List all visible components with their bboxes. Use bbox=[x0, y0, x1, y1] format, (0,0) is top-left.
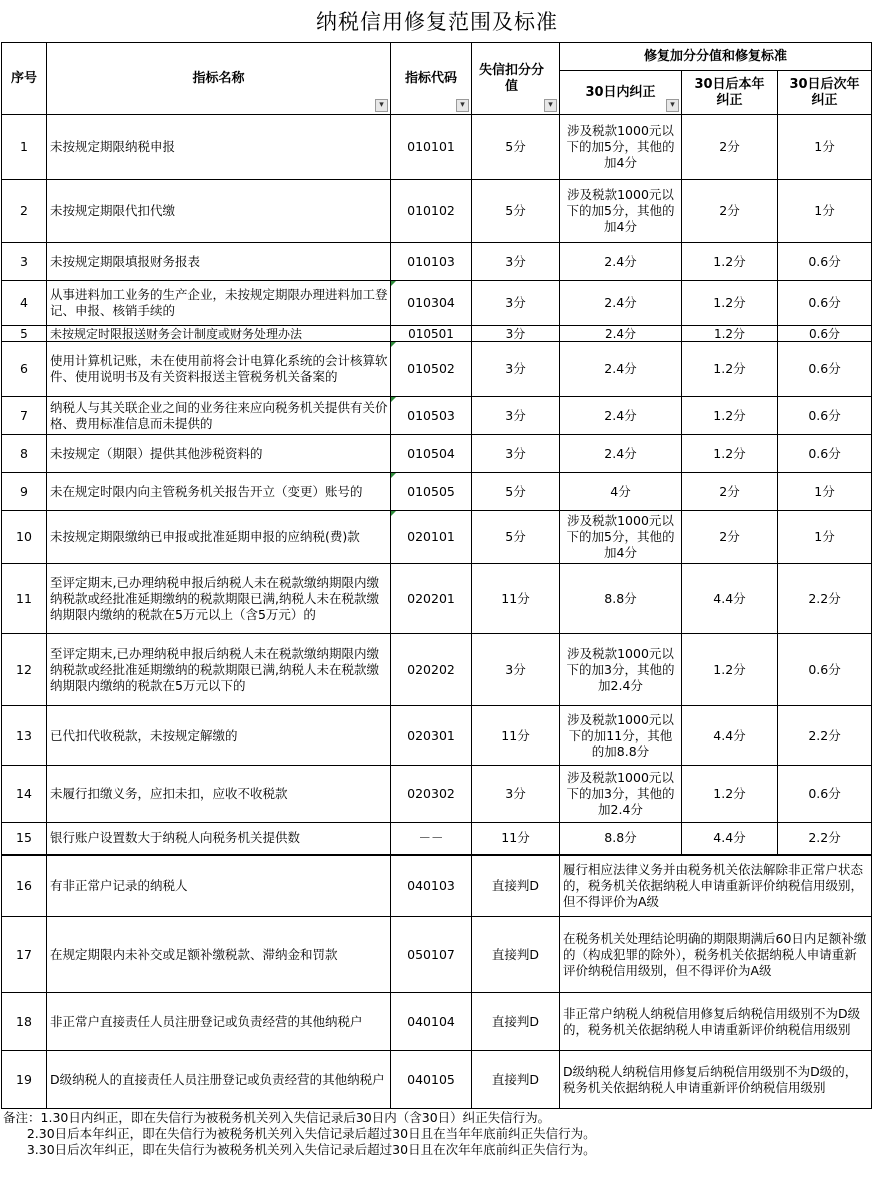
row-after30-year: 2分 bbox=[682, 511, 778, 564]
row-seq: 19 bbox=[2, 1051, 47, 1109]
comment-marker-icon bbox=[391, 397, 396, 402]
row-after30-year: 4.4分 bbox=[682, 823, 778, 855]
row-name: 至评定期末,已办理纳税申报后纳税人未在税款缴纳期限内缴纳税款或经批准延期缴纳的税款期限已满,纳税人未在税款缴纳期限内缴纳的税款在5万元以下的 bbox=[47, 634, 391, 706]
row-deduct: 直接判D bbox=[472, 993, 560, 1051]
row-seq: 14 bbox=[2, 766, 47, 823]
row-code: 010503 bbox=[391, 397, 472, 435]
row-deduct: 5分 bbox=[472, 115, 560, 180]
row-within30: 2.4分 bbox=[560, 397, 682, 435]
row-seq: 13 bbox=[2, 706, 47, 766]
row-within30: 8.8分 bbox=[560, 564, 682, 634]
row-after30-year: 1.2分 bbox=[682, 766, 778, 823]
row-deduct: 3分 bbox=[472, 766, 560, 823]
row-within30: 4分 bbox=[560, 473, 682, 511]
row-after30-year: 4.4分 bbox=[682, 706, 778, 766]
row-name: D级纳税人的直接责任人员注册登记或负责经营的其他纳税户 bbox=[47, 1051, 391, 1109]
row-code: 010101 bbox=[391, 115, 472, 180]
comment-marker-icon bbox=[391, 342, 396, 347]
header-after30-next: 30日后次年纠正 bbox=[778, 71, 872, 115]
row-deduct: 直接判D bbox=[472, 1051, 560, 1109]
row-name: 未按规定期限填报财务报表 bbox=[47, 243, 391, 281]
row-seq: 4 bbox=[2, 281, 47, 326]
row-after30-next: 2.2分 bbox=[778, 706, 872, 766]
table-row bbox=[2, 766, 872, 823]
row-code: 020201 bbox=[391, 564, 472, 634]
row-after30-next: 0.6分 bbox=[778, 281, 872, 326]
row-deduct: 3分 bbox=[472, 243, 560, 281]
row-within30: 涉及税款1000元以下的加3分，其他的加2.4分 bbox=[560, 766, 682, 823]
table-row bbox=[2, 180, 872, 243]
row-within30: 涉及税款1000元以下的加3分，其他的加2.4分 bbox=[560, 634, 682, 706]
row-after30-year: 2分 bbox=[682, 115, 778, 180]
row-code: 020101 bbox=[391, 511, 472, 564]
row-seq: 15 bbox=[2, 823, 47, 855]
row-deduct: 直接判D bbox=[472, 917, 560, 993]
header-within30[interactable]: 30日内纠正 ▾ bbox=[560, 71, 682, 115]
row-code: 040105 bbox=[391, 1051, 472, 1109]
row-name: 未按规定时限报送财务会计制度或财务处理办法 bbox=[47, 326, 391, 342]
table-row bbox=[2, 281, 872, 326]
row-code: 010304 bbox=[391, 281, 472, 326]
row-deduct: 11分 bbox=[472, 564, 560, 634]
row-seq: 8 bbox=[2, 435, 47, 473]
row-name: 未履行扣缴义务，应扣未扣，应收不收税款 bbox=[47, 766, 391, 823]
row-deduct: 3分 bbox=[472, 397, 560, 435]
row-within30: 涉及税款1000元以下的加11分，其他的加8.8分 bbox=[560, 706, 682, 766]
table-row bbox=[2, 243, 872, 281]
row-after30-year: 4.4分 bbox=[682, 564, 778, 634]
row-name: 未按规定期限缴纳已申报或批准延期申报的应纳税(费)款 bbox=[47, 511, 391, 564]
row-seq: 6 bbox=[2, 342, 47, 397]
row-code: 020302 bbox=[391, 766, 472, 823]
table-row bbox=[2, 706, 872, 766]
table-row bbox=[2, 993, 872, 1051]
row-name: 未按规定期限纳税申报 bbox=[47, 115, 391, 180]
row-code: 010102 bbox=[391, 180, 472, 243]
row-deduct: 3分 bbox=[472, 326, 560, 342]
row-code: 010501 bbox=[391, 326, 472, 342]
row-deduct: 3分 bbox=[472, 634, 560, 706]
row-after30-next: 2.2分 bbox=[778, 564, 872, 634]
row-seq: 18 bbox=[2, 993, 47, 1051]
table-row bbox=[2, 342, 872, 397]
row-seq: 3 bbox=[2, 243, 47, 281]
header-after30-year: 30日后本年纠正 bbox=[682, 71, 778, 115]
row-after30-next: 1分 bbox=[778, 473, 872, 511]
table-row bbox=[2, 855, 872, 917]
row-after30-next: 2.2分 bbox=[778, 823, 872, 855]
row-deduct: 5分 bbox=[472, 473, 560, 511]
row-deduct: 5分 bbox=[472, 180, 560, 243]
row-name: 未按规定期限代扣代缴 bbox=[47, 180, 391, 243]
row-seq: 2 bbox=[2, 180, 47, 243]
notes bbox=[0, 1110, 874, 1158]
row-after30-next: 1分 bbox=[778, 115, 872, 180]
row-within30: 2.4分 bbox=[560, 326, 682, 342]
row-seq: 5 bbox=[2, 326, 47, 342]
row-deduct: 11分 bbox=[472, 823, 560, 855]
row-after30-next: 1分 bbox=[778, 511, 872, 564]
row-deduct: 3分 bbox=[472, 342, 560, 397]
row-code: －－ bbox=[391, 823, 472, 855]
row-code: 040103 bbox=[391, 855, 472, 917]
notes-label: 备注： bbox=[3, 1110, 41, 1125]
row-name: 从事进料加工业务的生产企业，未按规定期限办理进料加工登记、申报、核销手续的 bbox=[47, 281, 391, 326]
table-row bbox=[2, 564, 872, 634]
row-seq: 11 bbox=[2, 564, 47, 634]
row-deduct: 3分 bbox=[472, 435, 560, 473]
row-name: 纳税人与其关联企业之间的业务往来应向税务机关提供有关价格、费用标准信息而未提供的 bbox=[47, 397, 391, 435]
row-after30-year: 2分 bbox=[682, 180, 778, 243]
row-seq: 9 bbox=[2, 473, 47, 511]
row-deduct: 5分 bbox=[472, 511, 560, 564]
row-after30-year: 2分 bbox=[682, 473, 778, 511]
row-after30-year: 1.2分 bbox=[682, 281, 778, 326]
header-seq: 序号 bbox=[2, 43, 47, 115]
header-repair-group: 修复加分分值和修复标准 bbox=[560, 43, 872, 71]
row-after30-next: 0.6分 bbox=[778, 243, 872, 281]
row-within30: 2.4分 bbox=[560, 281, 682, 326]
row-code: 010502 bbox=[391, 342, 472, 397]
row-seq: 7 bbox=[2, 397, 47, 435]
row-after30-next: 0.6分 bbox=[778, 342, 872, 397]
row-deduct: 11分 bbox=[472, 706, 560, 766]
credit-repair-table bbox=[1, 42, 872, 1109]
row-deduct: 直接判D bbox=[472, 855, 560, 917]
note-line-2: 2.30日后本年纠正，即在失信行为被税务机关列入失信记录后超过30日且在当年年底前纠正失信行为。 bbox=[26, 1126, 596, 1141]
row-within30: 2.4分 bbox=[560, 435, 682, 473]
row-after30-year: 1.2分 bbox=[682, 435, 778, 473]
row-name: 未按规定（期限）提供其他涉税资料的 bbox=[47, 435, 391, 473]
row-name: 至评定期末,已办理纳税申报后纳税人未在税款缴纳期限内缴纳税款或经批准延期缴纳的税款期限已满,纳税人未在税款缴纳期限内缴纳的税款在5万元以上（含5万元）的 bbox=[47, 564, 391, 634]
row-after30-year: 1.2分 bbox=[682, 397, 778, 435]
row-after30-next: 0.6分 bbox=[778, 766, 872, 823]
row-code: 010504 bbox=[391, 435, 472, 473]
table-row bbox=[2, 115, 872, 180]
comment-marker-icon bbox=[391, 281, 396, 286]
note-line-3: 3.30日后次年纠正，即在失信行为被税务机关列入失信记录后超过30日且在次年年底前纠正失信行为。 bbox=[26, 1142, 596, 1157]
row-code: 020202 bbox=[391, 634, 472, 706]
row-seq: 10 bbox=[2, 511, 47, 564]
row-after30-next: 0.6分 bbox=[778, 634, 872, 706]
row-code: 010103 bbox=[391, 243, 472, 281]
row-after30-next: 0.6分 bbox=[778, 326, 872, 342]
row-name: 银行账户设置数大于纳税人向税务机关提供数 bbox=[47, 823, 391, 855]
row-within30: 2.4分 bbox=[560, 342, 682, 397]
table-row bbox=[2, 823, 872, 855]
row-after30-next: 0.6分 bbox=[778, 397, 872, 435]
comment-marker-icon bbox=[391, 473, 396, 478]
row-after30-year: 1.2分 bbox=[682, 634, 778, 706]
row-code: 040104 bbox=[391, 993, 472, 1051]
row-code: 010505 bbox=[391, 473, 472, 511]
row-name: 在规定期限内未补交或足额补缴税款、滞纳金和罚款 bbox=[47, 917, 391, 993]
row-repair-standard: 在税务机关处理结论明确的期限期满后60日内足额补缴的（构成犯罪的除外），税务机关依据纳税人申请重新评价纳税信用级别，但不得评价为A级 bbox=[560, 917, 872, 993]
table-row bbox=[2, 435, 872, 473]
note-line-1: 1.30日内纠正，即在失信行为被税务机关列入失信记录后30日内（含30日）纠正失信行为。 bbox=[40, 1110, 551, 1125]
row-after30-year: 1.2分 bbox=[682, 243, 778, 281]
table-row bbox=[2, 473, 872, 511]
row-name: 已代扣代收税款，未按规定解缴的 bbox=[47, 706, 391, 766]
row-name: 未在规定时限内向主管税务机关报告开立（变更）账号的 bbox=[47, 473, 391, 511]
row-after30-next: 0.6分 bbox=[778, 435, 872, 473]
row-seq: 12 bbox=[2, 634, 47, 706]
row-code: 050107 bbox=[391, 917, 472, 993]
row-after30-year: 1.2分 bbox=[682, 342, 778, 397]
row-seq: 17 bbox=[2, 917, 47, 993]
row-seq: 16 bbox=[2, 855, 47, 917]
table-row bbox=[2, 917, 872, 993]
header-name[interactable]: 指标名称 ▾ bbox=[47, 43, 391, 115]
header-deduct[interactable]: 失信扣分分值 ▾ bbox=[472, 43, 560, 115]
table-row bbox=[2, 397, 872, 435]
row-repair-standard: 非正常户纳税人纳税信用修复后纳税信用级别不为D级的，税务机关依据纳税人申请重新评价纳税信用级别 bbox=[560, 993, 872, 1051]
header-code[interactable]: 指标代码 ▾ bbox=[391, 43, 472, 115]
comment-marker-icon bbox=[391, 511, 396, 516]
row-after30-next: 1分 bbox=[778, 180, 872, 243]
row-within30: 2.4分 bbox=[560, 243, 682, 281]
table-row bbox=[2, 634, 872, 706]
row-after30-year: 1.2分 bbox=[682, 326, 778, 342]
row-within30: 涉及税款1000元以下的加5分，其他的加4分 bbox=[560, 180, 682, 243]
table-row bbox=[2, 511, 872, 564]
page-title: 纳税信用修复范围及标准 bbox=[316, 10, 558, 34]
row-within30: 涉及税款1000元以下的加5分，其他的加4分 bbox=[560, 511, 682, 564]
row-within30: 涉及税款1000元以下的加5分，其他的加4分 bbox=[560, 115, 682, 180]
row-name: 有非正常户记录的纳税人 bbox=[47, 855, 391, 917]
row-name: 非正常户直接责任人员注册登记或负责经营的其他纳税户 bbox=[47, 993, 391, 1051]
row-seq: 1 bbox=[2, 115, 47, 180]
row-code: 020301 bbox=[391, 706, 472, 766]
row-deduct: 3分 bbox=[472, 281, 560, 326]
table-row bbox=[2, 1051, 872, 1109]
table-row bbox=[2, 326, 872, 342]
row-name: 使用计算机记账，未在使用前将会计电算化系统的会计核算软件、使用说明书及有关资料报送主管税务机关备案的 bbox=[47, 342, 391, 397]
row-repair-standard: D级纳税人纳税信用修复后纳税信用级别不为D级的，税务机关依据纳税人申请重新评价纳税信用级别 bbox=[560, 1051, 872, 1109]
row-repair-standard: 履行相应法律义务并由税务机关依法解除非正常户状态的，税务机关依据纳税人申请重新评价纳税信用级别，但不得评价为A级 bbox=[560, 855, 872, 917]
row-within30: 8.8分 bbox=[560, 823, 682, 855]
